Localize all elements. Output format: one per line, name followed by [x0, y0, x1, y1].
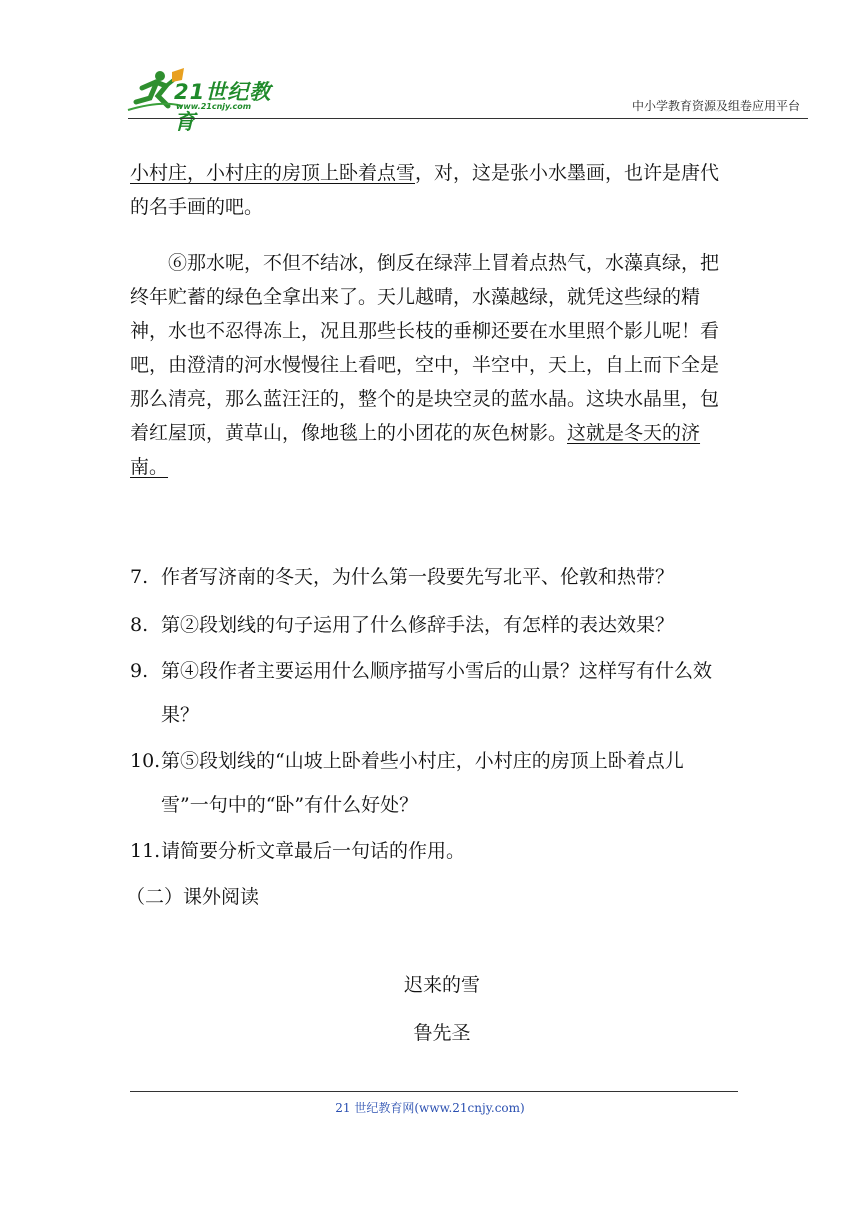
question-10: [130, 744, 730, 827]
underlined-sentence: 小村庄，小村庄的房顶上卧着点雪: [130, 162, 416, 184]
underlined-sentence: 这就是冬天的济南。: [130, 422, 701, 478]
question-7: [130, 560, 730, 594]
footer-site-text[interactable]: 21 世纪教育网(www.21cnjy.com): [335, 1101, 525, 1115]
passage-para6: [130, 246, 730, 484]
question-text: 作者写济南的冬天，为什么第一段要先写北平、伦敦和热带？: [161, 566, 675, 588]
question-text: 第⑤段划线的“山坡上卧着些小村庄，小村庄的房顶上卧着点儿雪”一句中的“卧”有什么好处？: [161, 750, 684, 816]
passage-text: ，对，这是张小水墨画，也许是唐代的名手画的吧。: [130, 162, 720, 218]
article-title: 迟来的雪: [403, 974, 480, 996]
logo-url-text: www.21cnjy.com: [176, 102, 252, 111]
question-11: [130, 834, 730, 868]
question-text: 第②段划线的句子运用了什么修辞手法，有怎样的表达效果？: [161, 614, 675, 636]
question-number: 7.: [130, 566, 149, 588]
logo-text: 21世纪教育: [174, 80, 272, 134]
header-divider: [128, 118, 808, 119]
question-text: 第④段作者主要运用什么顺序描写小雪后的山景？这样写有什么效果？: [161, 660, 713, 726]
passage-text: ⑥那水呢，不但不结冰，倒反在绿萍上冒着点热气，水藻真绿，把终年贮蓄的绿色全拿出来了。天儿越晴，水藻越绿，就凭这些绿的精神，水也不忍得冻上，况且那些长枝的垂柳还要在水里照个影儿呢！看吧，由澄清的河水慢慢往上看吧，空中，半空中，天上，自上而下全是那么清亮，那么蓝汪汪的，整个的是块空灵的蓝水晶。这块水晶里，包着红屋顶，黄草山，像地毯上的小团花的灰色树影。: [130, 252, 720, 444]
question-9: [130, 654, 730, 737]
question-8: [130, 608, 730, 642]
site-logo: [122, 66, 292, 134]
question-number: 10.: [130, 750, 161, 772]
passage-para5-end: [130, 156, 730, 224]
header-platform-text: 中小学教育资源及组卷应用平台: [631, 99, 800, 113]
article-author: 鲁先圣: [413, 1022, 471, 1044]
question-number: 8.: [130, 614, 149, 636]
footer-divider: [130, 1091, 738, 1092]
question-number: 9.: [130, 660, 149, 682]
question-number: 11.: [130, 840, 161, 862]
section-title: （二）课外阅读: [126, 886, 260, 908]
question-text: 请简要分析文章最后一句话的作用。: [161, 840, 466, 862]
